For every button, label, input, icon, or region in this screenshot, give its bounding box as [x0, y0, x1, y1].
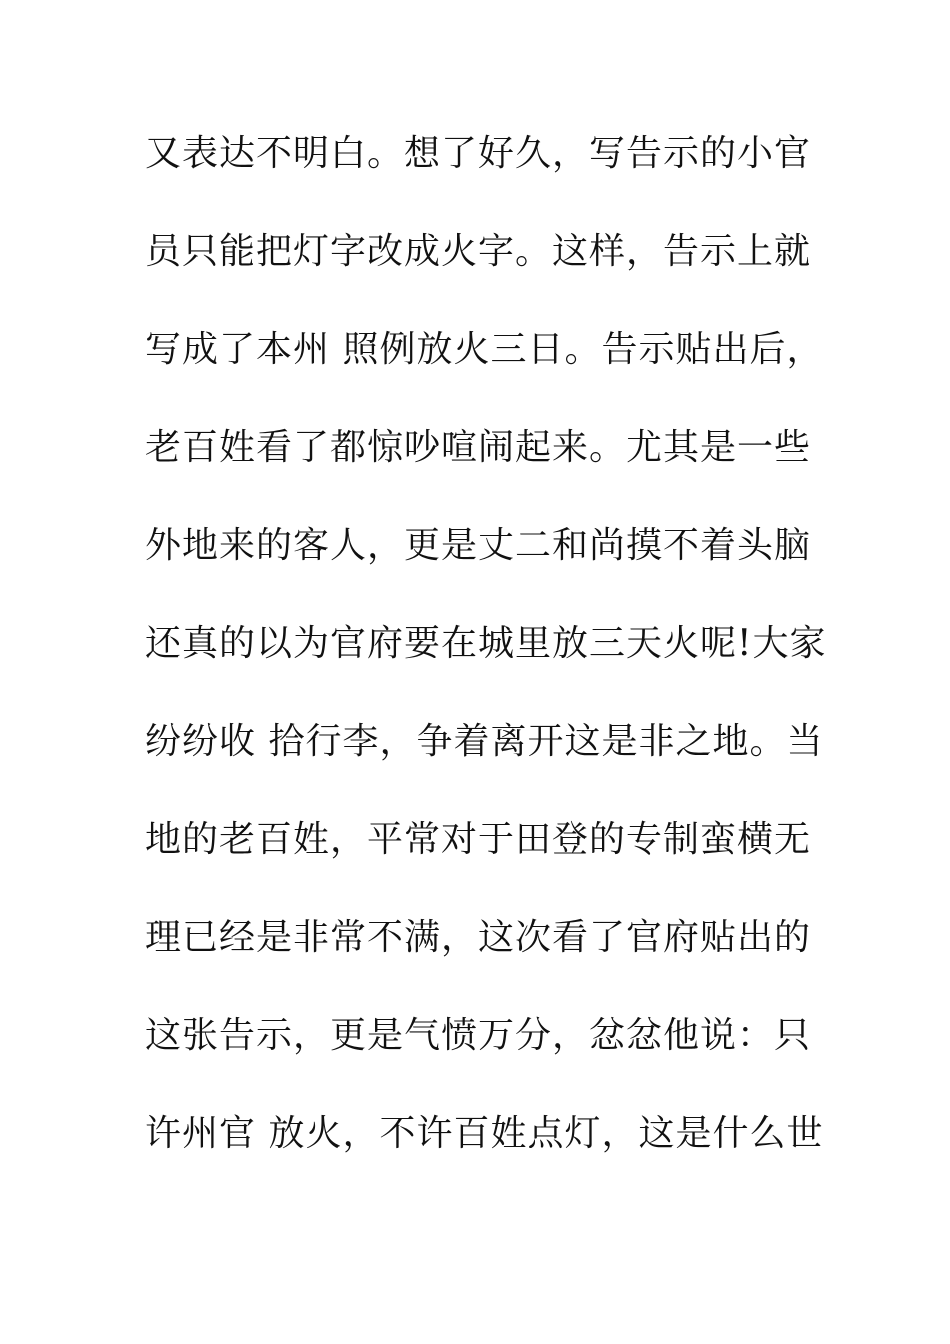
text-line: 这张告示，更是气愤万分，忿忿他说：只	[145, 1015, 812, 1056]
text-line: 老百姓看了都惊吵喧闹起来。尤其是一些	[145, 427, 812, 468]
text-line: 写成了本州 照例放火三日。告示贴出后，	[145, 329, 824, 370]
text-line: 又表达不明白。想了好久，写告示的小官	[145, 133, 812, 174]
text-line: 理已经是非常不满，这次看了官府贴出的	[145, 917, 812, 958]
text-line: 许州官 放火，不许百姓点灯，这是什么世	[145, 1113, 824, 1154]
text-line: 地的老百姓，平常对于田登的专制蛮横无	[145, 819, 812, 860]
text-line: 外地来的客人，更是丈二和尚摸不着头脑	[145, 525, 812, 566]
text-line: 纷纷收 拾行李，争着离开这是非之地。当	[145, 721, 824, 762]
body-text	[145, 126, 827, 1204]
text-line: 还真的以为官府要在城里放三天火呢!大家	[145, 623, 827, 664]
text-line: 员只能把灯字改成火字。这样，告示上就	[145, 231, 812, 272]
